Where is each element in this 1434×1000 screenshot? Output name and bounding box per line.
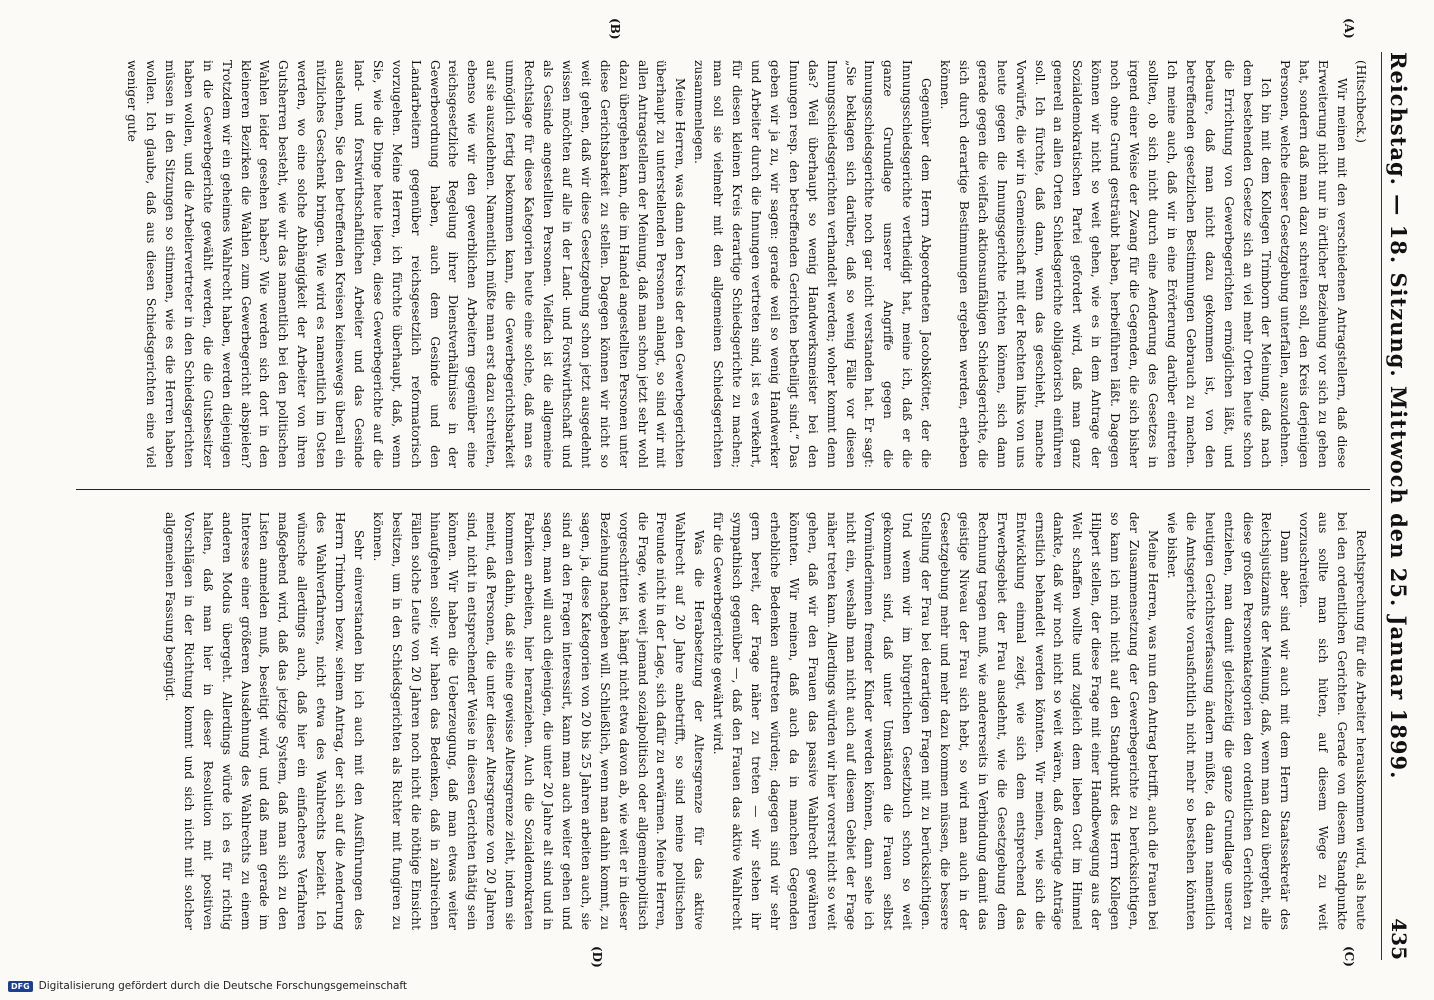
paragraph: Rechtsprechung für die Arbeiter herauskommen wird, als heute bei den ordentlichen Gerichten. Gerade von diesem Standpunkte aus sollte man sich hüten, auf diesem Wege zu weit vorzuschreiten. bbox=[1297, 512, 1368, 930]
margin-mark-a: (A) bbox=[1342, 18, 1356, 39]
column-divider bbox=[76, 489, 1370, 490]
funding-footer bbox=[8, 980, 407, 992]
paragraph: Meine Herren, was nun den Antrag betrifft, auch die Frauen bei der Zusammensetzung der Gewerbegerichte zu berücksichtigen, so kann ich mich nicht auf den Standpunkt des Herrn Kollegen Hilpert stellen, der diese Frage mit einer Handbewegung aus der Welt schaffen wollte und zugleich dem lieben Gott im Himmel dankte, daß wir noch nicht so weit wären, daß derartige Anträge ernstlich behandelt werden könnten. Wir meinen, wie sich die Entwicklung einmal zeigt, wie sich dem entsprechend das Erwerbsgebiet der Frau ausdehnt, wie die Gesetzgebung dem Rechnung tragen muß, wie andererseits in Verbindung damit das geistige Niveau der Frau sich hebt, so wird man auch in der Gesetzgebung mehr und mehr dazu kommen müssen, die bessere Stellung der Frau bei derartigen Fragen mit zu berücksichtigen. Und wenn wir im bürgerlichen Gesetzbuch schon so weit gekommen sind, daß unter Umständen die Frauen selbst Vormünderinnen fremder Kinder werden können, dann sehe ich nicht ein, weshalb man nicht auch auf diesem Gebiet der Frage näher treten kann. Allerdings würden wir hier vorerst nicht so weit gehen, daß wir den Frauen das passive Wahlrecht gewähren könnten. Wir meinen, daß auch da in manchen Gegenden erhebliche Bedenken auftreten würden; dagegen sind wir sehr gern bereit, der Frage näher zu treten — wir stehen ihr sympathisch gegenüber —, daß den Frauen das aktive Wahlrecht für die Gewerbegerichte gewährt wird. bbox=[711, 512, 1161, 930]
page-header bbox=[1381, 52, 1416, 960]
paragraph: Was die Herabsetzung der Altersgrenze für das aktive Wahlrecht auf 20 Jahre anbetrifft, so sind meine politischen Freunde nicht in der Lage, sich dafür zu erwärmen. Meine Herren, die Frage, wie weit jemand sozialpolitisch oder allgemeinpolitisch vorgeschritten ist, hängt nicht etwa davon ab, wie weit er in dieser Beziehung nachgeben will. Schließlich, wenn man dahin kommt, zu sagen, ja, diese Kategorien von 20 bis 25 Jahren arbeiten auch, sie sind an den Fragen interessirt, kann man auch weiter gehen und sagen, man will auch diejenigen, die unter 20 Jahre alt sind und in Fabriken arbeiten, hier heranziehen. Auch die Sozialdemokraten kommen dahin, daß sie eine gewisse Altersgrenze zieht, indem sie meint, daß Personen, die unter dieser Altersgrenze von 20 Jahren sind, nicht in entsprechender Weise in diesen Gerichten thätig sein können. Wir haben die Ueberzeugung, daß man etwas weiter hinaufgehen solle; wir haben das Bedenken, daß in zahlreichen Fällen solche Leute von 20 Jahren noch nicht die nöthige Einsicht besitzen, um in den Schiedsgerichten als Richter mit fungiren zu können. bbox=[370, 512, 707, 930]
margin-mark-d: (D) bbox=[590, 946, 604, 968]
paragraph: Sehr einverstanden bin ich auch mit den Ausführungen des Herrn Trimborn bezw. seinem Antrag, der sich auf die Aenderung des Wahlverfahrens, nicht etwa des Wahlrechts bezieht. Ich wünsche allerdings auch, daß hier ein einfacheres Verfahren maßgebend wird, daß das jetzige System, daß man sich zu den Listen anmelden muß, beseitigt wird, und daß man gerade im Interesse einer größeren Ausdehnung des Wahlrechts zu einem anderen Modus übergeht. Allerdings würde ich es für richtig halten, daß man hier in dieser Resolution mit positiven Vorschlägen in der Richtung kommt und sich nicht mit solcher allgemeinen Fassung begnügt. bbox=[162, 512, 366, 930]
margin-mark-b: (B) bbox=[608, 18, 622, 40]
right-text-column bbox=[76, 512, 1370, 930]
funding-credit: Digitalisierung gefördert durch die Deutsche Forschungsgemeinschaft bbox=[38, 980, 408, 992]
paragraph: Ich bin mit dem Kollegen Trimborn der Meinung, daß nach dem bestehenden Gesetze sich an viel mehr Orten heute schon die Errichtung von Gewerbegerichten ermöglichen läßt, und bedaure, daß man nicht dazu gekommen ist, von den betreffenden gesetzlichen Bestimmungen Gebrauch zu machen. Ich meine auch, daß wir in eine Erörterung darüber eintreten sollten, ob sich nicht durch eine Aenderung des Gesetzes in irgend einer Weise der Zwang für die Gegenden, die sich bisher noch ohne Grund gesträubt haben, herbeiführen läßt. Dagegen können wir nicht so weit gehen, wie es in dem Antrage der Sozialdemokratischen Partei gefordert wird, daß man ganz generell an allen Orten Schiedsgerichte obligatorisch einführen soll. Ich fürchte, daß dann, wenn das geschieht, manche Vorwürfe, die wir in Gemeinschaft mit der Rechten links von uns heute gegen die Innungsgerichte richten können, sich dann gerade gegen die vielfach aktionsunfähigen Schiedsgerichte, die sich durch derartige Bestimmungen ergeben werden, erheben können. bbox=[938, 60, 1274, 468]
left-text-column bbox=[76, 60, 1370, 468]
paragraph: Gegenüber dem Herrn Abgeordneten Jacobskötter, der die Innungsschiedsgerichte vertheidigt hat, meine ich, daß er die ganze Grundlage unserer Angriffe gegen die Innungsschiedsgerichte noch gar nicht verstanden hat. Er sagt: „Sie beklagen sich darüber, daß so wenig Fälle vor diesen Innungsschiedsgerichten verhandelt werden; woher kommt denn das? Weil überhaupt so wenig Handwerksmeister bei den Innungen resp. den betreffenden Gerichten betheiligt sind.“ Das geben wir ja zu, wir sagen: gerade weil so wenig Handwerker und Arbeiter durch die Innungen vertreten sind, ist es verkehrt, für diesen kleinen Kreis derartige Schiedsgerichte zu machen; man soll sie vielmehr mit den allgemeinen Schiedsgerichten zusammenlegen. bbox=[692, 60, 934, 468]
paragraph: Dann aber sind wir auch mit dem Herrn Staatssekretär des Reichsjustizamts der Meinung, daß, wenn man dazu übergeht, alle diese großen Personenkategorien den ordentlichen Gerichten zu entziehen, man damit gleichzeitig die ganze Grundlage unserer heutigen Gerichtsverfassung ändern müßte, da dann namentlich die Amtsgerichte vorausfichtlich nicht mehr so bestehen könnten wie bisher. bbox=[1164, 512, 1293, 930]
paragraph: Meine Herren, was dann den Kreis der den Gewerbegerichten überhaupt zu unterstellenden Personen anlangt, so sind wir mit allen Antragstellern der Meinung, daß man schon jetzt sehr wohl dazu übergehen kann, die im Handel angestellten Personen unter diese Gerichtsbarkeit zu stellen. Dagegen können wir nicht so weit gehen, daß wir diese Gesetzgebung schon jetzt ausgedehnt wissen möchten auf alle in der Land- und Forstwirthschaft und als Gesinde angestellten Personen. Vielfach ist die allgemeine Rechtslage für diese Kategorien heute eine solche, daß man es unmöglich fertig bekommen kann, die Gewerbegerichtsbarkeit auf sie auszudehnen. Namentlich müßte man erst dazu schreiten, ebenso wie wir den gewerblichen Arbeitern gegenüber eine reichsgesetzliche Regelung ihrer Dienstverhältnisse in der Gewerbeordnung haben, auch dem Gesinde und den Landarbeitern gegenüber reichsgesetzlich reformatorisch vorzugehen. Meine Herren, ich fürchte überhaupt, daß, wenn Sie, wie die Dinge heute liegen, diese Gewerbegerichte auf die land- und forstwirthschaftlichen Arbeiter und das Gesinde ausdehnen, Sie den betreffenden Kreisen keineswegs überall ein nützliches Geschenk bringen. Wie wird es namentlich im Osten werden, wo eine solche Abhängigkeit der Arbeiter von ihren Gutsherren besteht, wie wir das namentlich bei den politischen Wahlen leider gesehen haben? Wie werden sich dort in den kleineren Bezirken die Wahlen zum Gewerbegericht abspielen? Trotzdem wir ein geheimes Wahlrecht haben, werden diejenigen in die Gewerbegerichte gewählt werden, die die Gutsbesitzer haben wollen, und die Arbeitervertreter in den Schiedsgerichten müssen in den Sitzungen so stimmen, wie es die Herren haben wollen. Ich glaube, daß aus diesen Schiedsgerichten eine viel weniger gute bbox=[125, 60, 688, 468]
paragraph: Wir meinen mit den verschiedenen Antragstellern, daß diese Erweiterung nicht nur in örtlicher Beziehung vor sich zu gehen hat, sondern daß man dazu schreiten soll, den Kreis derjenigen Personen, welche dieser Gesetzgebung unterfallen, auszudehnen. bbox=[1278, 60, 1350, 468]
page-number: 435 bbox=[1387, 918, 1411, 960]
margin-mark-c: (C) bbox=[1342, 946, 1356, 967]
speaker-label: (Hitschbeck.) bbox=[1354, 60, 1368, 143]
running-title: Reichstag. — 18. Sitzung. Mittwoch den 25. Januar 1899. bbox=[1386, 52, 1412, 780]
dfg-logo: DFG bbox=[8, 981, 33, 992]
